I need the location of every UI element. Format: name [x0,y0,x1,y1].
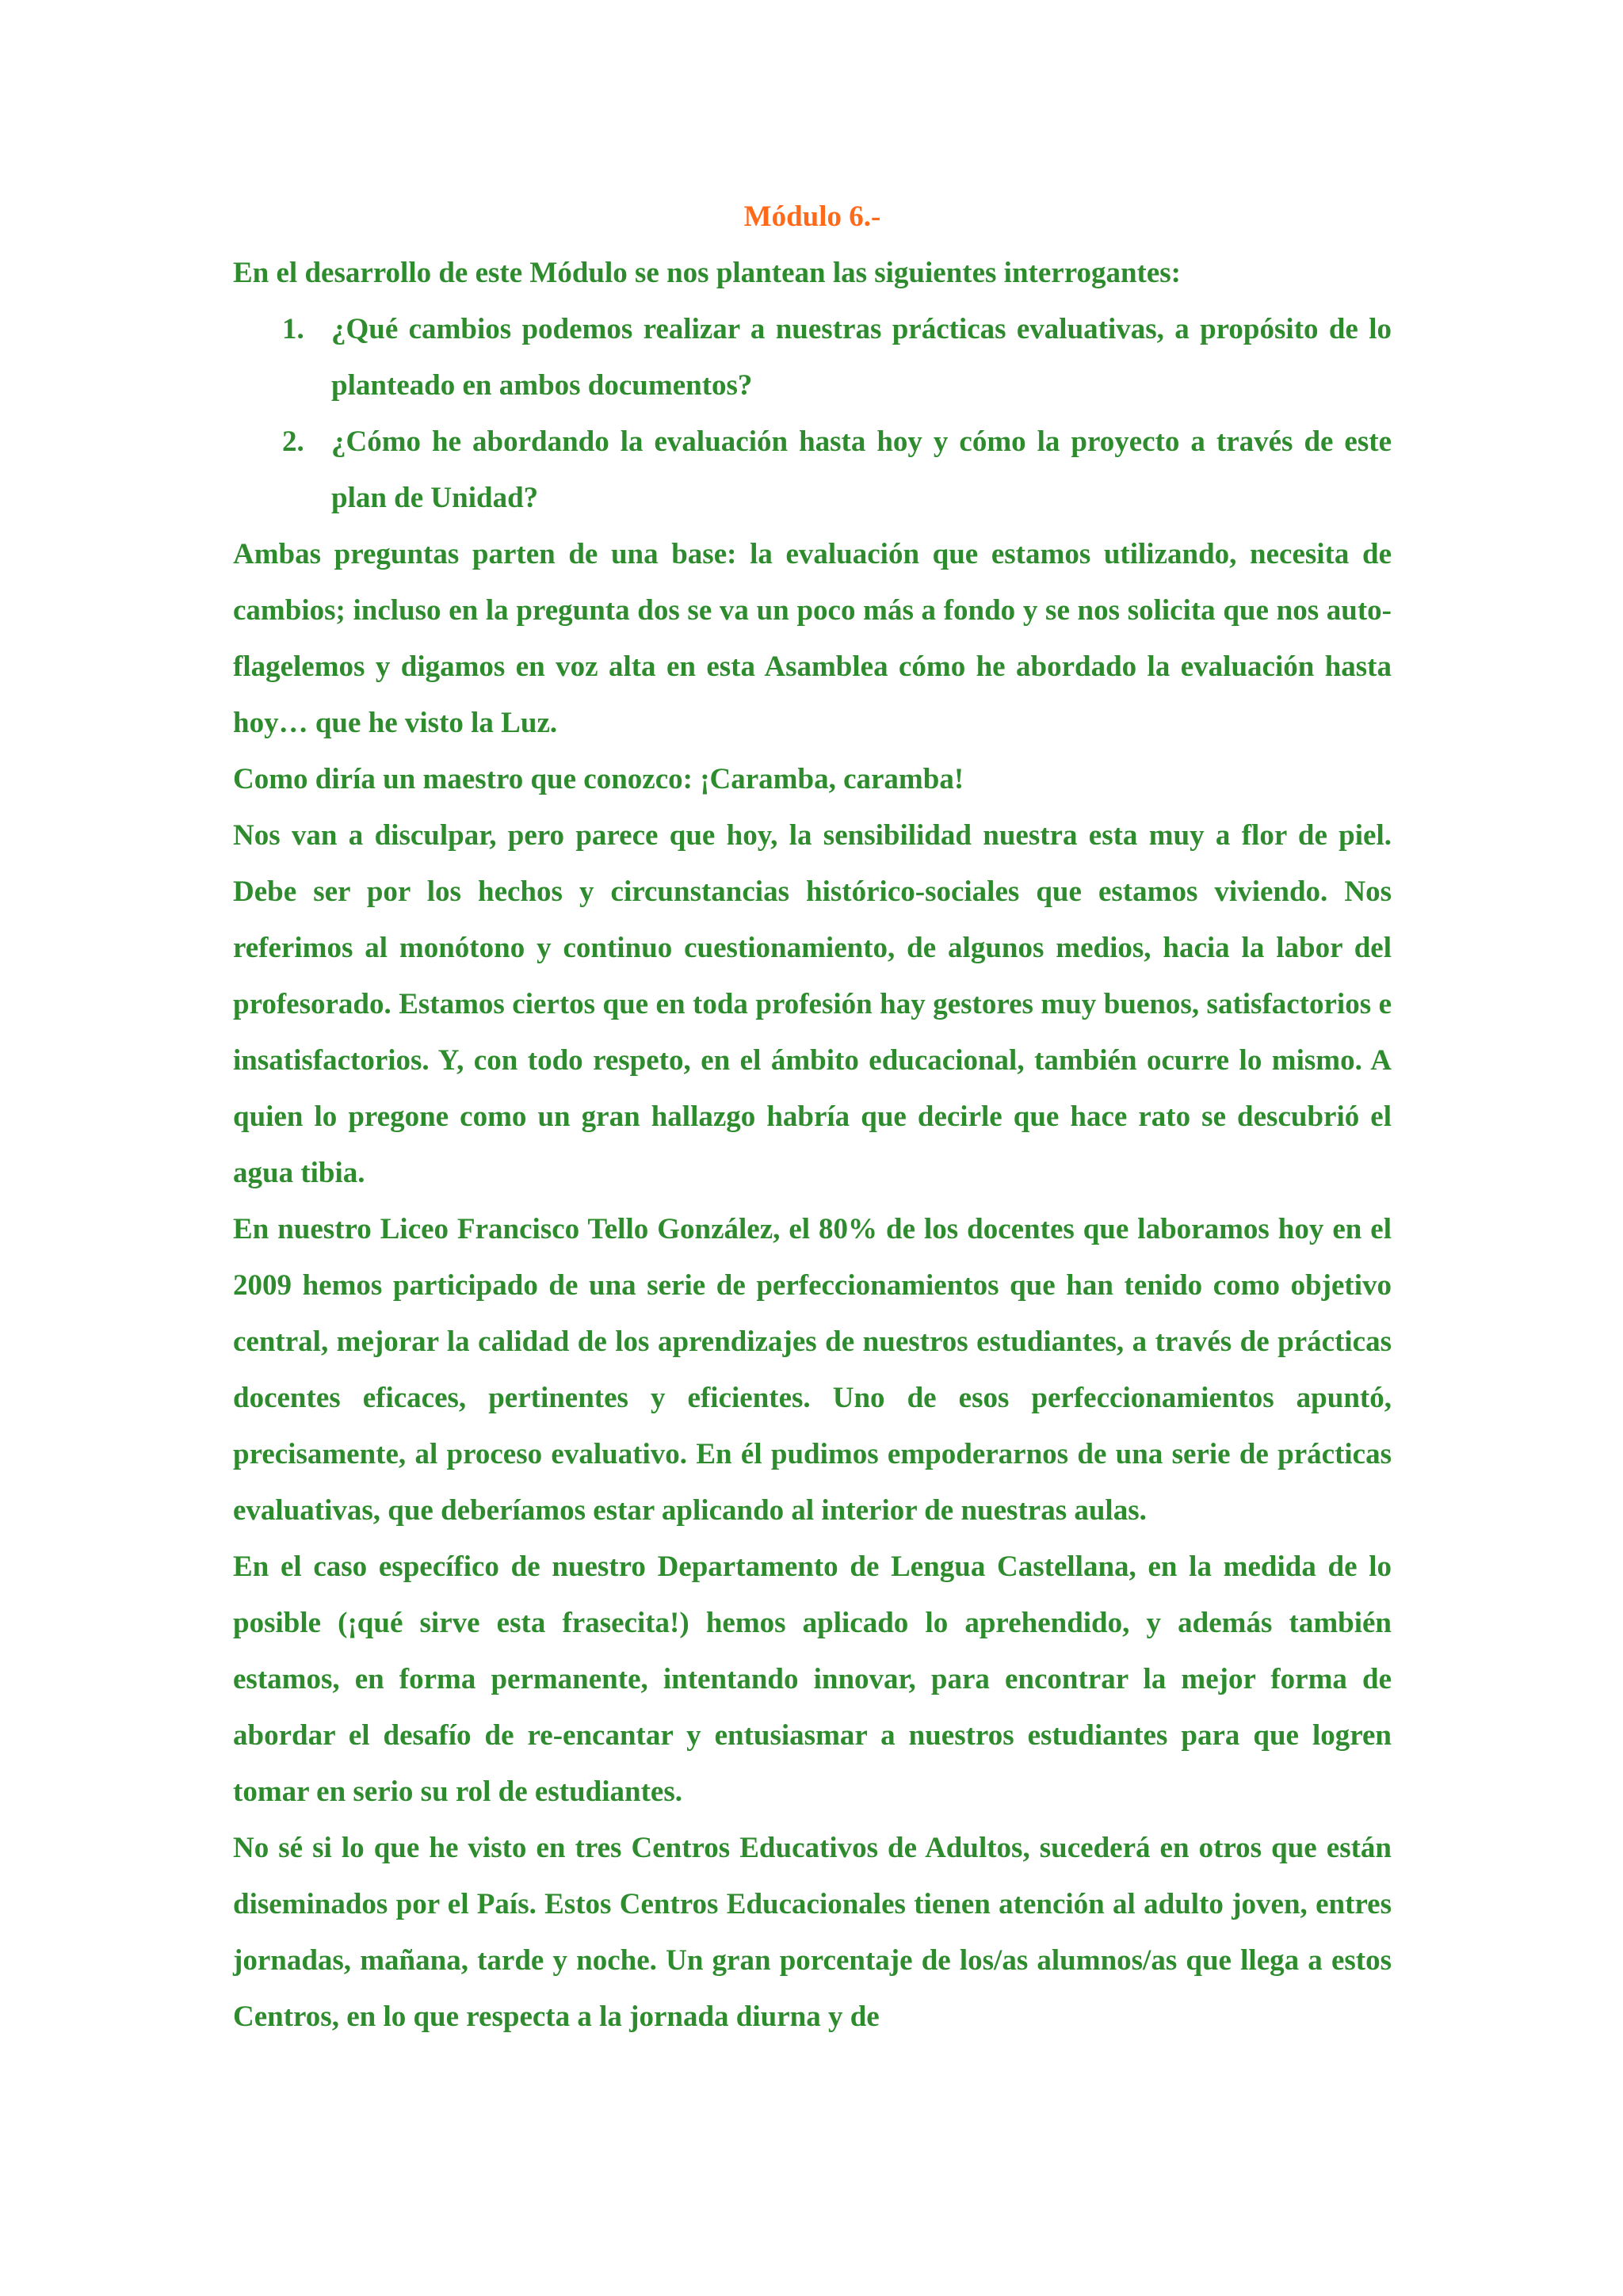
body-paragraph-5: En el caso específico de nuestro Departamento de Lengua Castellana, en la medida de lo posible (¡qué sirve esta frasecita!) hemos aplicado lo aprehendido, y además también estamos, en forma permanente, intentando innovar, para encontrar la mejor forma de abordar el desafío de re-encantar y entusiasmar a nuestros estudiantes para que logren tomar en serio su rol de estudiantes. [233,1550,1392,1808]
question-item-2 [233,414,1392,526]
intro-paragraph: En el desarrollo de este Módulo se nos plantean las siguientes interrogantes: [233,257,1181,289]
body-paragraph-4: En nuestro Liceo Francisco Tello González, el 80% de los docentes que laboramos hoy en el 2009 hemos participado de una serie de perfeccionamientos que han tenido como objetivo central, mejorar la calidad de los aprendizajes de nuestros estudiantes, a través de prácticas docentes eficaces, pertinentes y eficientes. Uno de esos perfeccionamientos apuntó, precisamente, al proceso evaluativo. En él pudimos empoderarnos de una serie de prácticas evaluativas, que deberíamos estar aplicando al interior de nuestras aulas. [233,1213,1392,1527]
question-number: 1. [282,313,304,345]
module-title: Módulo 6.- [743,200,881,233]
questions-list [233,301,1392,526]
body-paragraph-3: Nos van a disculpar, pero parece que hoy, la sensibilidad nuestra esta muy a flor de piel. Debe ser por los hechos y circunstancias histórico-sociales que estamos viviendo. Nos referimos al monótono y continuo cuestionamiento, de algunos medios, hacia la labor del profesorado. Estamos ciertos que en toda profesión hay gestores muy buenos, satisfactorios e insatisfactorios. Y, con todo respeto, en el ámbito educacional, también ocurre lo mismo. A quien lo pregone como un gran hallazgo habría que decirle que hace rato se descubrió el agua tibia. [233,819,1392,1189]
question-number: 2. [282,425,304,458]
question-item-1 [233,301,1392,414]
question-text: ¿Cómo he abordando la evaluación hasta hoy y cómo la proyecto a través de este plan de Unidad? [331,425,1392,514]
document-body [233,189,1392,2045]
body-paragraph-1: Ambas preguntas parten de una base: la evaluación que estamos utilizando, necesita de cambios; incluso en la pregunta dos se va un poco más a fondo y se nos solicita que nos auto-flagelemos y digamos en voz alta en esta Asamblea cómo he abordado la evaluación hasta hoy… que he visto la Luz. [233,538,1392,739]
question-text: ¿Qué cambios podemos realizar a nuestras prácticas evaluativas, a propósito de lo planteado en ambos documentos? [331,313,1392,402]
body-paragraph-6: No sé si lo que he visto en tres Centros Educativos de Adultos, sucederá en otros que están diseminados por el País. Estos Centros Educacionales tienen atención al adulto joven, entres jornadas, mañana, tarde y noche. Un gran porcentaje de los/as alumnos/as que llega a estos Centros, en lo que respecta a la jornada diurna y de [233,1832,1392,2033]
body-paragraph-2: Como diría un maestro que conozco: ¡Caramba, caramba! [233,763,964,795]
